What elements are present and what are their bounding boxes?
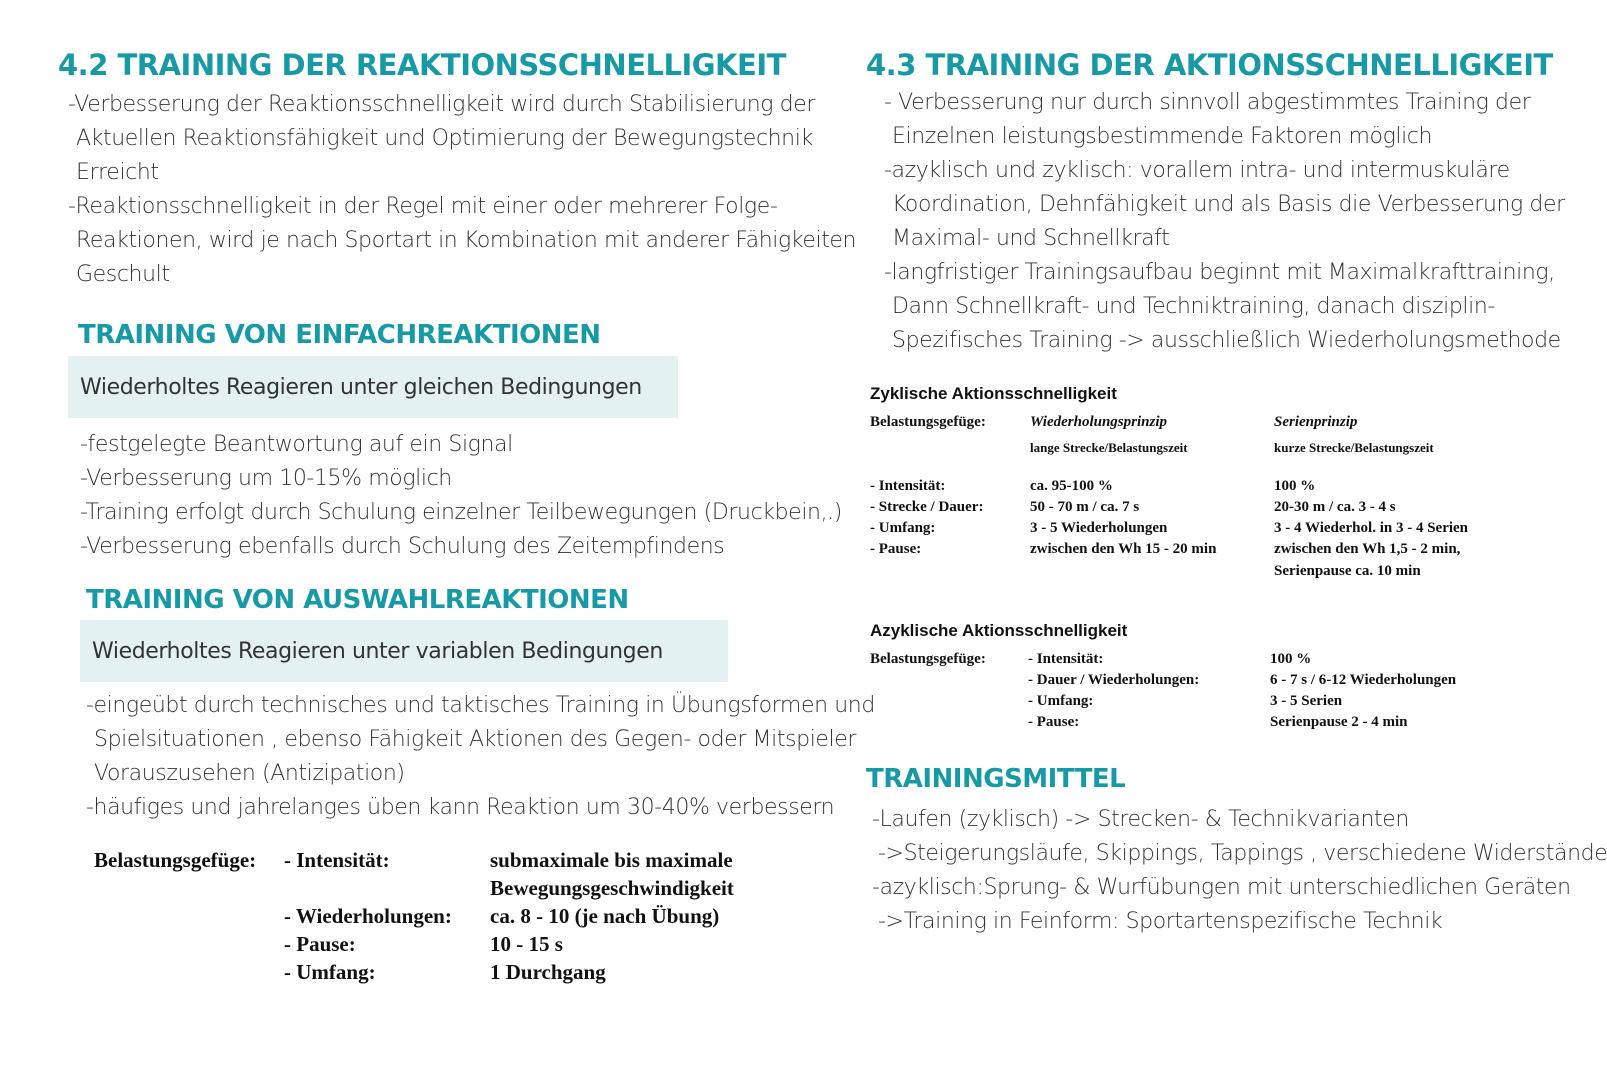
col-head-wiederholung: Wiederholungsprinzip (1030, 414, 1167, 430)
text-line: Geschult (76, 262, 170, 287)
table-value: ca. 95-100 % (1030, 478, 1113, 494)
text-line: -festgelegte Beantwortung auf ein Signal (80, 432, 513, 457)
text-line: Dann Schnellkraft- und Techniktraining, danach disziplin- (892, 294, 1495, 319)
text-line: Spielsituationen , ebenso Fähigkeit Aktionen des Gegen- oder Mitspieler (94, 727, 857, 752)
table-value: 100 % (1270, 651, 1312, 667)
table-value: 3 - 5 Wiederholungen (1030, 520, 1168, 536)
table-value: 3 - 4 Wiederhol. in 3 - 4 Serien (1274, 520, 1469, 536)
auswahl-text (86, 689, 875, 825)
text-line: ->Steigerungsläufe, Skippings, Tappings , verschiedene Widerstände (878, 841, 1607, 866)
belastung-label: Belastungsgefüge: (94, 848, 257, 872)
text-line: ->Training in Feinform: Sportartenspezifische Technik (878, 909, 1443, 934)
text-line: -Reaktionsschnelligkeit in der Regel mit einer oder mehrerer Folge- (68, 194, 778, 219)
text-line: Reaktionen, wird je nach Sportart in Kombination mit anderer Fähigkeiten (76, 228, 857, 253)
section-title-4-2: 4.2 TRAINING DER REAKTIONSSCHNELLIGKEIT (58, 48, 786, 82)
heading-auswahlreaktionen: TRAINING VON AUSWAHLREAKTIONEN (86, 585, 629, 615)
table-key: - Intensität: (284, 848, 390, 872)
table-key: - Intensität: (1028, 651, 1104, 667)
trainingsmittel-text (872, 803, 1607, 939)
text-line: Maximal- und Schnellkraft (892, 226, 1170, 251)
text-line: Einzelnen leistungsbestimmende Faktoren möglich (892, 124, 1433, 149)
table-value: Bewegungsgeschwindigkeit (490, 876, 734, 900)
belastung-label: Belastungsgefüge: (870, 414, 986, 430)
text-line: -eingeübt durch technisches und taktisches Training in Übungsformen und (86, 693, 875, 718)
text-line: Koordination, Dehnfähigkeit und als Basis die Verbesserung der (892, 192, 1565, 217)
table-value: Serienpause ca. 10 min (1274, 563, 1421, 579)
text-line: -Verbesserung ebenfalls durch Schulung des Zeitempfindens (80, 534, 725, 559)
table-key: - Wiederholungen: (284, 904, 452, 928)
azyklisch-title: Azyklische Aktionsschnelligkeit (870, 621, 1128, 640)
definition-box-auswahl: Wiederholtes Reagieren unter variablen Bedingungen (80, 620, 728, 682)
table-key: - Intensität: (870, 478, 946, 494)
definition-box-einfach: Wiederholtes Reagieren unter gleichen Bedingungen (68, 356, 678, 418)
text-line: -Verbesserung der Reaktionsschnelligkeit wird durch Stabilisierung der (68, 92, 815, 117)
table-value: 3 - 5 Serien (1270, 693, 1343, 709)
text-line: -azyklisch und zyklisch: vorallem intra- und intermuskuläre (884, 158, 1510, 183)
belastung-label: Belastungsgefüge: (870, 651, 986, 667)
text-line: -langfristiger Trainingsaufbau beginnt mit Maximalkrafttraining, (884, 260, 1555, 285)
text-line: -häufiges und jahrelanges üben kann Reaktion um 30-40% verbessern (86, 795, 835, 820)
table-key: - Pause: (870, 541, 922, 557)
table-value: 6 - 7 s / 6-12 Wiederholungen (1270, 672, 1457, 688)
col-sub-wiederholung: lange Strecke/Belastungszeit (1030, 440, 1188, 455)
table-value: zwischen den Wh 15 - 20 min (1030, 541, 1217, 557)
text-line: Vorauszusehen (Antizipation) (94, 761, 405, 786)
table-value: Serienpause 2 - 4 min (1270, 714, 1408, 730)
text-line: -Training erfolgt durch Schulung einzelner Teilbewegungen (Druckbein,.) (80, 500, 842, 525)
table-value: ca. 8 - 10 (je nach Übung) (490, 904, 720, 928)
text-line: -azyklisch:Sprung- & Wurfübungen mit unterschiedlichen Geräten (872, 875, 1571, 900)
table-key: - Strecke / Dauer: (870, 499, 984, 515)
text-line: Aktuellen Reaktionsfähigkeit und Optimierung der Bewegungstechnik (76, 126, 813, 151)
table-key: - Pause: (284, 932, 356, 956)
text-line: Erreicht (76, 160, 159, 185)
table-key: - Umfang: (870, 520, 936, 536)
heading-einfachreaktionen: TRAINING VON EINFACHREAKTIONEN (78, 320, 601, 350)
table-value: 10 - 15 s (490, 932, 563, 956)
zyklisch-title: Zyklische Aktionsschnelligkeit (870, 384, 1117, 403)
col-head-serien: Serienprinzip (1274, 414, 1358, 430)
table-value: 20-30 m / ca. 3 - 4 s (1274, 499, 1396, 515)
text-line: -Laufen (zyklisch) -> Strecken- & Technikvarianten (872, 807, 1409, 832)
table-value: 100 % (1274, 478, 1316, 494)
table-key: - Dauer / Wiederholungen: (1028, 672, 1200, 688)
heading-trainingsmittel: TRAININGSMITTEL (866, 764, 1126, 794)
text-line: Spezifisches Training -> ausschließlich Wiederholungsmethode (892, 328, 1561, 353)
table-key: - Umfang: (1028, 693, 1094, 709)
section-4-3-text (884, 86, 1565, 358)
table-value: 1 Durchgang (490, 960, 606, 984)
text-line: -Verbesserung um 10-15% möglich (80, 466, 452, 491)
table-value: zwischen den Wh 1,5 - 2 min, (1274, 541, 1461, 557)
table-key: - Pause: (1028, 714, 1080, 730)
table-value: submaximale bis maximale (490, 848, 733, 872)
table-key: - Umfang: (284, 960, 376, 984)
section-4-2-text (68, 88, 856, 292)
col-sub-serien: kurze Strecke/Belastungszeit (1274, 440, 1434, 455)
text-line: - Verbesserung nur durch sinnvoll abgestimmtes Training der (884, 90, 1531, 115)
einfach-text (80, 428, 842, 564)
section-title-4-3: 4.3 TRAINING DER AKTIONSSCHNELLIGKEIT (866, 48, 1553, 82)
table-value: 50 - 70 m / ca. 7 s (1030, 499, 1140, 515)
